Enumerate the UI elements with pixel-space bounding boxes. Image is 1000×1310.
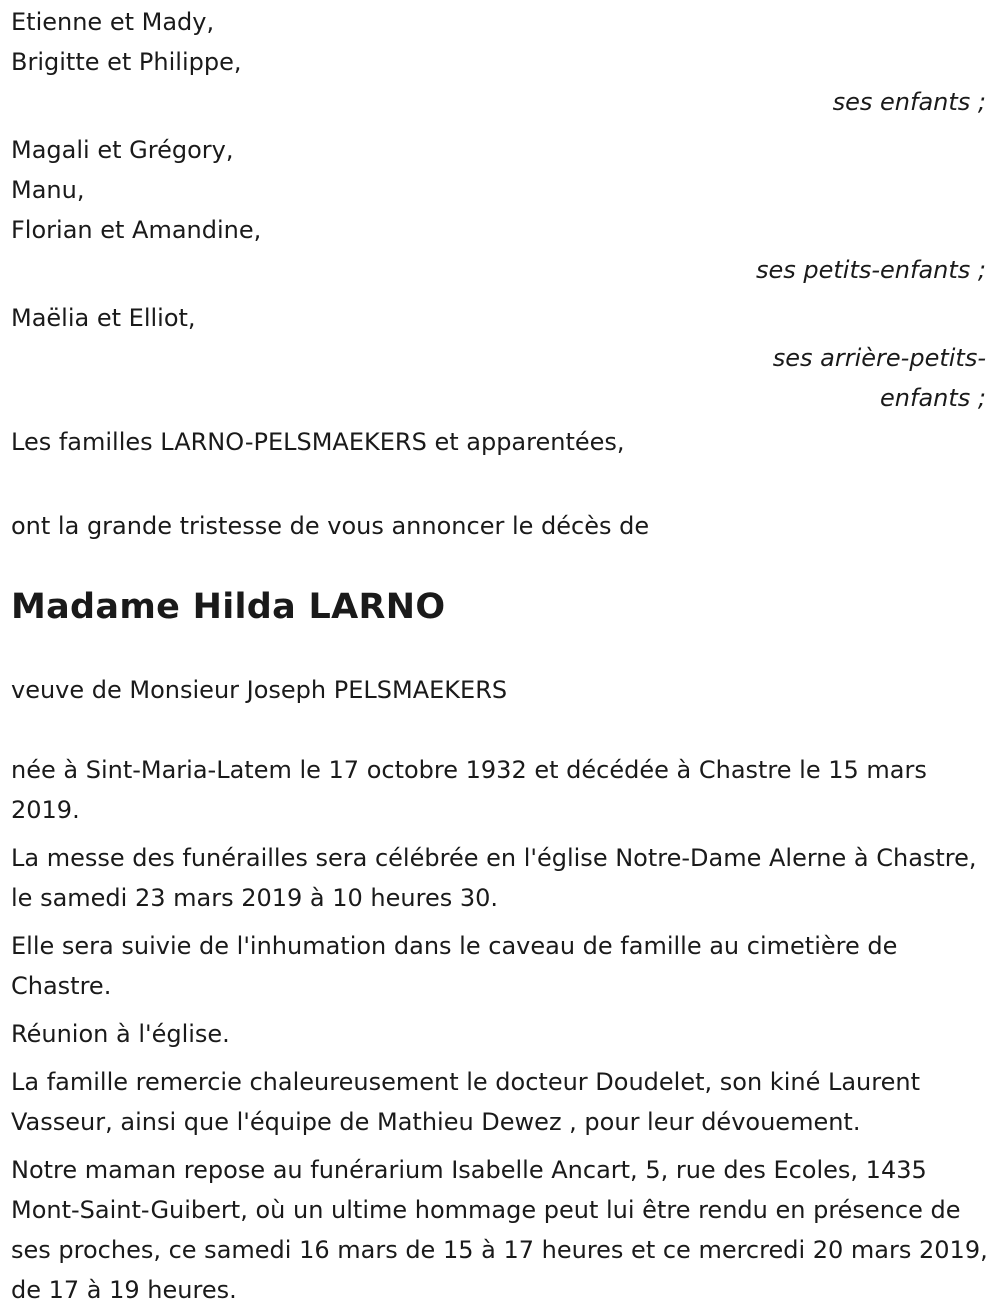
announcement-text: ont la grande tristesse de vous annoncer le décès de <box>11 512 650 540</box>
gathering-paragraph: Réunion à l'église. <box>11 1020 230 1048</box>
grandchild-name: Florian et Amandine, <box>11 216 262 244</box>
thanks-paragraph: La famille remercie chaleureusement le docteur Doudelet, son kiné Laurent Vasseur, ainsi que l'équipe de Mathieu Dewez , pour leur dévouement. <box>11 1068 920 1136</box>
child-name: Etienne et Mady, <box>11 8 215 36</box>
grandchildren-group <box>11 130 990 290</box>
funeral-mass-paragraph: La messe des funérailles sera célébrée en l'église Notre-Dame Alerne à Chastre, le samedi 23 mars 2019 à 10 heures 30. <box>11 844 977 912</box>
funeral-home-paragraph: Notre maman repose au funérarium Isabelle Ancart, 5, rue des Ecoles, 1435 Mont-Saint-Guibert, où un ultime hommage peut lui être rendu en présence de ses proches, ce samedi 16 mars de 15 à 17 heures et ce mercredi 20 mars 2019, de 17 à 19 heures. <box>11 1156 988 1304</box>
role-label-great-grandchildren-line2: enfants ; <box>880 384 986 412</box>
children-group <box>11 0 990 122</box>
great-grandchild-name: Maëlia et Elliot, <box>11 304 196 332</box>
deceased-name: Madame Hilda LARNO <box>11 587 446 627</box>
role-label-grandchildren: ses petits-enfants ; <box>755 256 986 284</box>
related-families: Les familles LARNO-PELSMAEKERS et apparentées, <box>11 428 625 456</box>
role-label-great-grandchildren-line1: ses arrière-petits- <box>772 344 986 372</box>
burial-paragraph: Elle sera suivie de l'inhumation dans le caveau de famille au cimetière de Chastre. <box>11 932 898 1000</box>
birth-death-paragraph: née à Sint-Maria-Latem le 17 octobre 1932 et décédée à Chastre le 15 mars 2019. <box>11 756 927 824</box>
grandchild-name: Magali et Grégory, <box>11 136 234 164</box>
grandchild-name: Manu, <box>11 176 85 204</box>
great-grandchildren-group <box>11 298 990 418</box>
role-label-children: ses enfants ; <box>832 88 986 116</box>
child-name: Brigitte et Philippe, <box>11 48 242 76</box>
widow-of-text: veuve de Monsieur Joseph PELSMAEKERS <box>11 676 508 704</box>
